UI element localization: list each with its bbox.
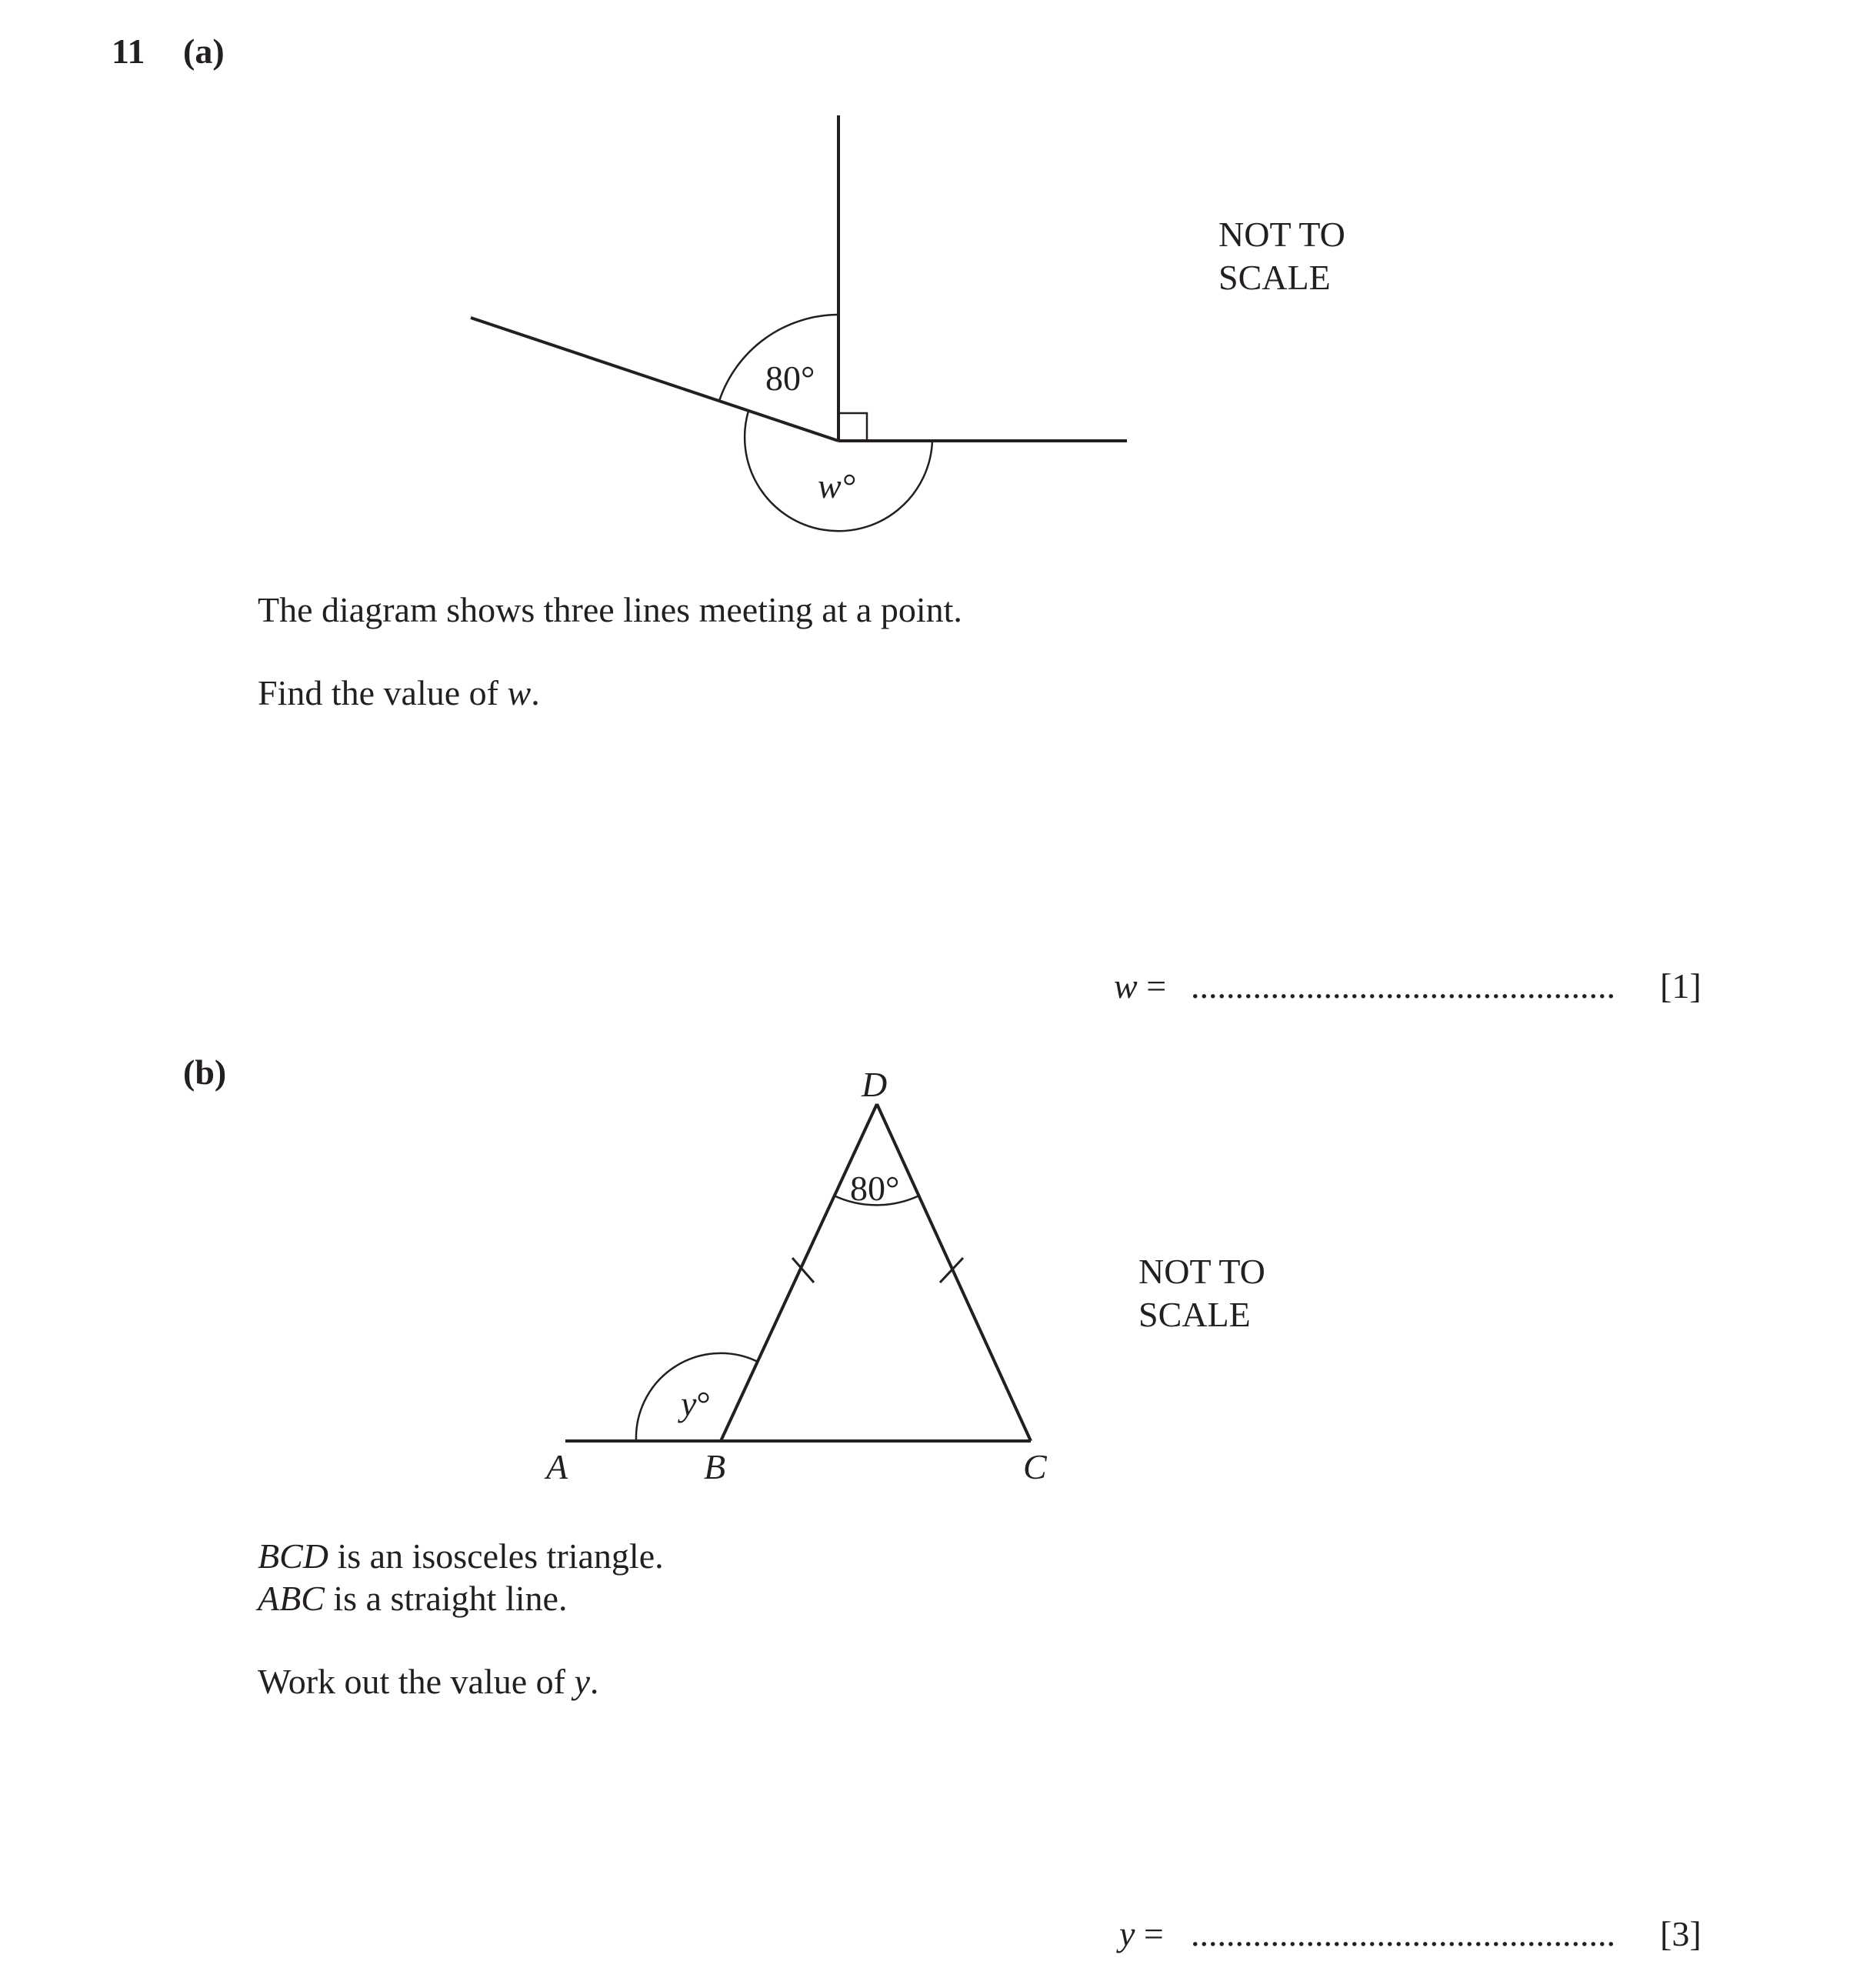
part-b-instruction-prefix: Work out the value of	[258, 1662, 575, 1701]
angle-y-deg: °	[696, 1384, 711, 1423]
marks-a: [1]	[1660, 966, 1702, 1006]
angle-label-y-var	[678, 1384, 711, 1423]
part-b-instruction-var: y	[574, 1662, 590, 1701]
part-b-statement-2	[258, 1577, 567, 1619]
part-a-label: (a)	[183, 32, 225, 71]
angle-label-w: w°	[818, 466, 856, 505]
answer-label-y	[1119, 1913, 1164, 1954]
vertex-label-c: C	[1023, 1447, 1047, 1486]
note-b-line1: NOT TO	[1138, 1252, 1265, 1291]
note-a-line1: NOT TO	[1218, 215, 1345, 254]
part-b-instruction	[258, 1660, 598, 1703]
right-angle-marker	[838, 413, 867, 441]
part-a-diagram	[471, 115, 1127, 531]
vertex-label-b: B	[704, 1447, 726, 1486]
answer-y-eq: =	[1135, 1914, 1164, 1953]
question-number: 11	[112, 32, 145, 71]
answer-field-y[interactable]: ................................................	[1191, 1914, 1615, 1953]
side-dc	[877, 1104, 1031, 1441]
part-a-instruction-var: w	[507, 673, 532, 712]
angle-label-80-a: 80°	[765, 359, 815, 398]
tick-mark-dc	[940, 1258, 963, 1283]
part-a-statement: The diagram shows three lines meeting at a point.	[258, 590, 962, 629]
part-b-diagram	[565, 1104, 1031, 1441]
answer-label-w	[1114, 966, 1166, 1006]
part-b-instruction-suffix: .	[589, 1662, 599, 1701]
vertex-label-d: D	[862, 1065, 888, 1104]
part-b-abc: ABC	[258, 1579, 325, 1618]
part-b-statement-2-rest: is a straight line.	[324, 1579, 568, 1618]
answer-w-var: w	[1114, 966, 1138, 1006]
angle-y-var: y	[681, 1384, 697, 1423]
part-a-instruction	[258, 672, 540, 714]
part-b-statement-1-rest: is an isosceles triangle.	[328, 1536, 664, 1576]
vertex-label-a: A	[546, 1447, 568, 1486]
side-bd	[721, 1104, 877, 1441]
part-a-instruction-suffix: .	[531, 673, 540, 712]
answer-w-eq: =	[1137, 966, 1167, 1006]
part-b-statement-1	[258, 1535, 664, 1577]
not-to-scale-note-b	[1138, 1250, 1265, 1336]
part-b-label: (b)	[183, 1052, 227, 1092]
note-b-line2: SCALE	[1138, 1295, 1251, 1334]
answer-y-var: y	[1119, 1914, 1135, 1953]
part-b-bcd: BCD	[258, 1536, 328, 1576]
not-to-scale-note-a	[1218, 213, 1345, 299]
part-a-instruction-prefix: Find the value of	[258, 673, 508, 712]
note-a-line2: SCALE	[1218, 258, 1331, 297]
marks-b: [3]	[1660, 1914, 1702, 1953]
answer-field-w[interactable]: ................................................	[1191, 966, 1615, 1006]
angle-label-80-b: 80°	[850, 1169, 900, 1208]
